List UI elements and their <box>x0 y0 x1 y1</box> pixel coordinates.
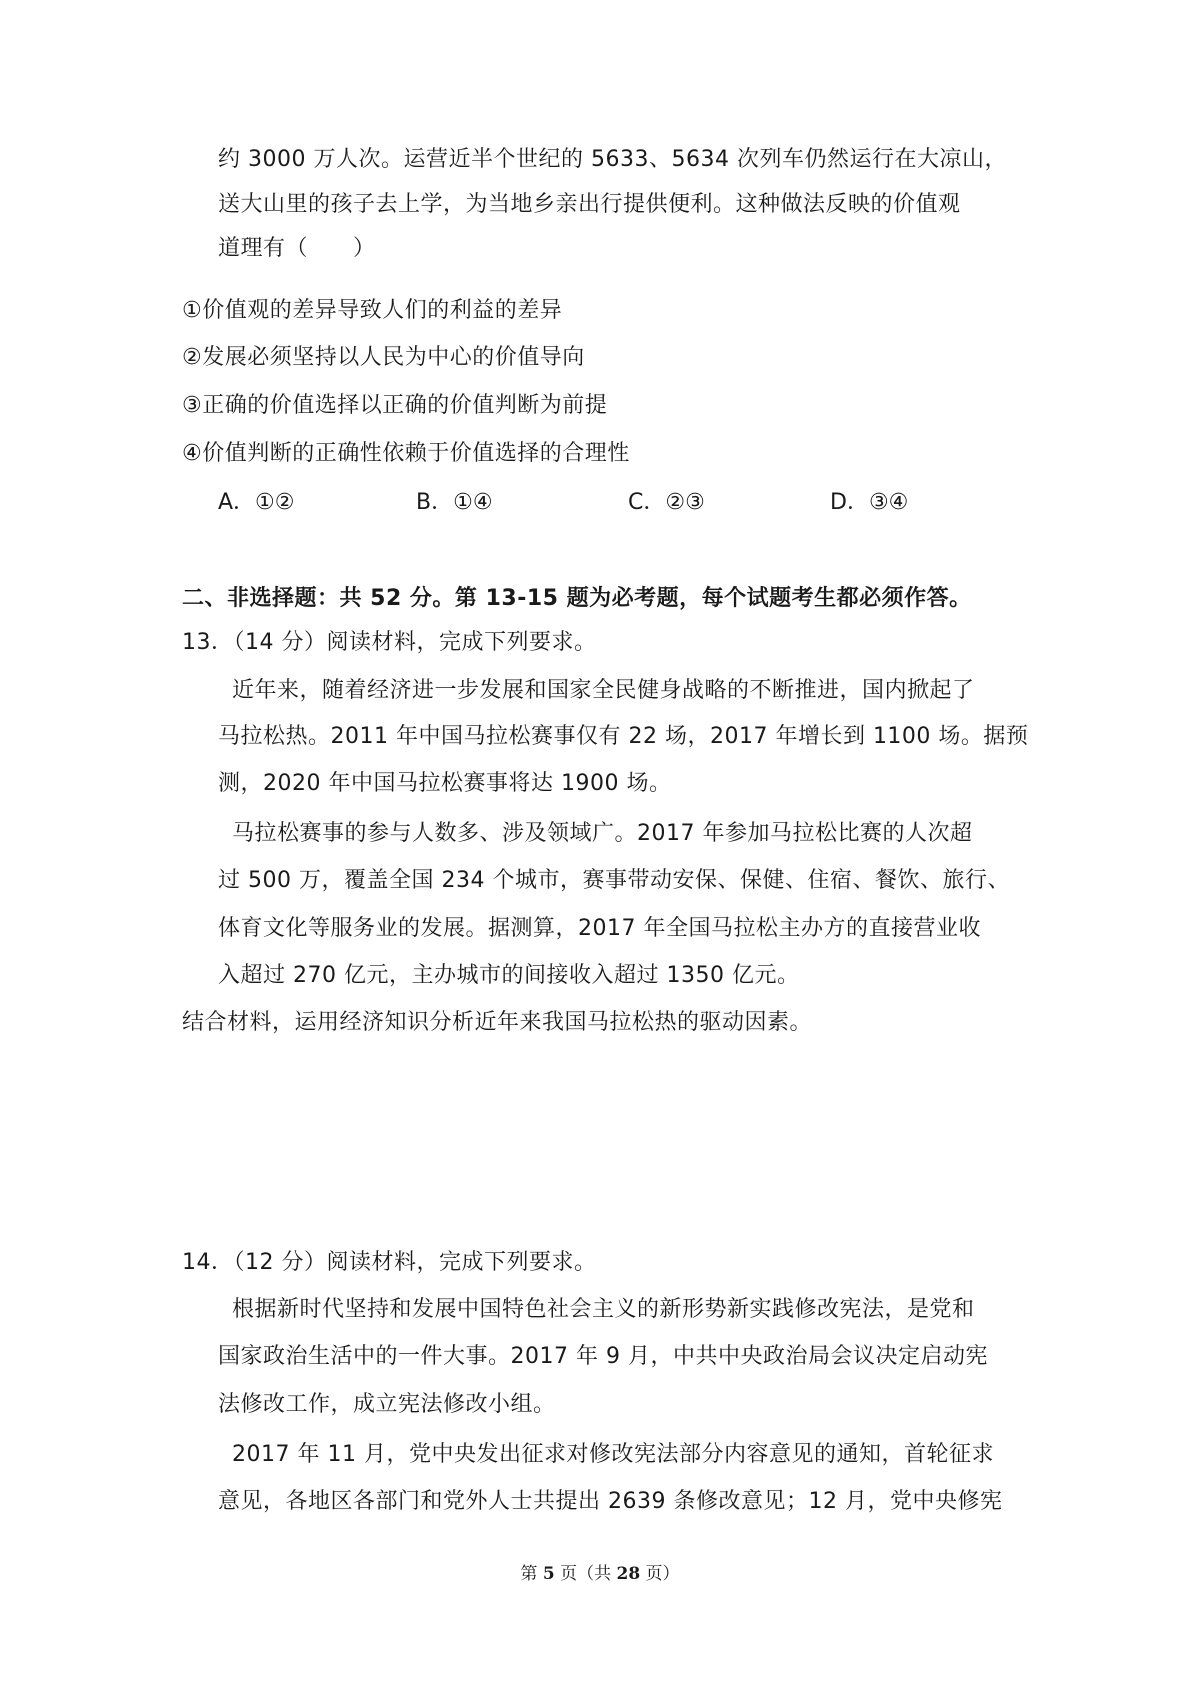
q12-choice-d: D．③④ <box>830 490 909 515</box>
q14-material-line-4: 2017 年 11 月，党中央发出征求对修改宪法部分内容意见的通知，首轮征求 <box>232 1442 994 1467</box>
q13-material-line-6: 体育文化等服务业的发展。据测算，2017 年全国马拉松主办方的直接营业收 <box>218 916 981 941</box>
q12-stem-line-2: 送大山里的孩子去上学，为当地乡亲出行提供便利。这种做法反映的价值观 <box>218 192 961 217</box>
q12-choice-c: C．②③ <box>628 490 705 515</box>
q13-title: 13．（14 分）阅读材料，完成下列要求。 <box>182 630 597 655</box>
footer-page-number: 5 <box>542 1564 555 1584</box>
q14-material-line-5: 意见，各地区各部门和党外人士共提出 2639 条修改意见；12 月，党中央修宪 <box>218 1489 1003 1514</box>
q12-item-3: ③正确的价值选择以正确的价值判断为前提 <box>182 393 608 418</box>
section-heading: 二、非选择题：共 52 分。第 13-15 题为必考题，每个试题考生都必须作答。 <box>182 586 972 611</box>
q12-choice-a: A．①② <box>218 490 295 515</box>
q13-task: 结合材料，运用经济知识分析近年来我国马拉松热的驱动因素。 <box>182 1010 813 1035</box>
q12-stem-line-1: 约 3000 万人次。运营近半个世纪的 5633、5634 次列车仍然运行在大凉山， <box>218 147 1007 172</box>
q12-item-1: ①价值观的差异导致人们的利益的差异 <box>182 298 563 323</box>
footer-middle: 页（共 <box>554 1564 617 1584</box>
q13-material-line-7: 入超过 270 亿元，主办城市的间接收入超过 1350 亿元。 <box>218 963 800 988</box>
q14-material-line-3: 法修改工作，成立宪法修改小组。 <box>218 1392 556 1417</box>
page-footer <box>0 1562 1200 1586</box>
q13-material-line-4: 马拉松赛事的参与人数多、涉及领域广。2017 年参加马拉松比赛的人次超 <box>232 821 973 846</box>
q12-choice-b: B．①④ <box>416 490 493 515</box>
q13-material-line-1: 近年来，随着经济进一步发展和国家全民健身战略的不断推进，国内掀起了 <box>232 678 975 703</box>
q12-item-2: ②发展必须坚持以人民为中心的价值导向 <box>182 345 585 370</box>
q14-material-line-2: 国家政治生活中的一件大事。2017 年 9 月，中共中央政治局会议决定启动宪 <box>218 1344 988 1369</box>
q14-material-line-1: 根据新时代坚持和发展中国特色社会主义的新形势新实践修改宪法，是党和 <box>232 1297 975 1322</box>
q12-item-4: ④价值判断的正确性依赖于价值选择的合理性 <box>182 441 630 466</box>
footer-total-pages: 28 <box>616 1564 641 1584</box>
q13-material-line-3: 测，2020 年中国马拉松赛事将达 1900 场。 <box>218 771 672 796</box>
footer-prefix: 第 <box>520 1564 543 1584</box>
q14-title: 14．（12 分）阅读材料，完成下列要求。 <box>182 1250 597 1275</box>
q13-material-line-5: 过 500 万，覆盖全国 234 个城市，赛事带动安保、保健、住宿、餐饮、旅行、 <box>218 868 1010 893</box>
footer-suffix: 页） <box>640 1564 680 1584</box>
q12-stem-line-3: 道理有（ ） <box>218 236 376 261</box>
q13-material-line-2: 马拉松热。2011 年中国马拉松赛事仅有 22 场，2017 年增长到 1100 场。据预 <box>218 724 1029 749</box>
